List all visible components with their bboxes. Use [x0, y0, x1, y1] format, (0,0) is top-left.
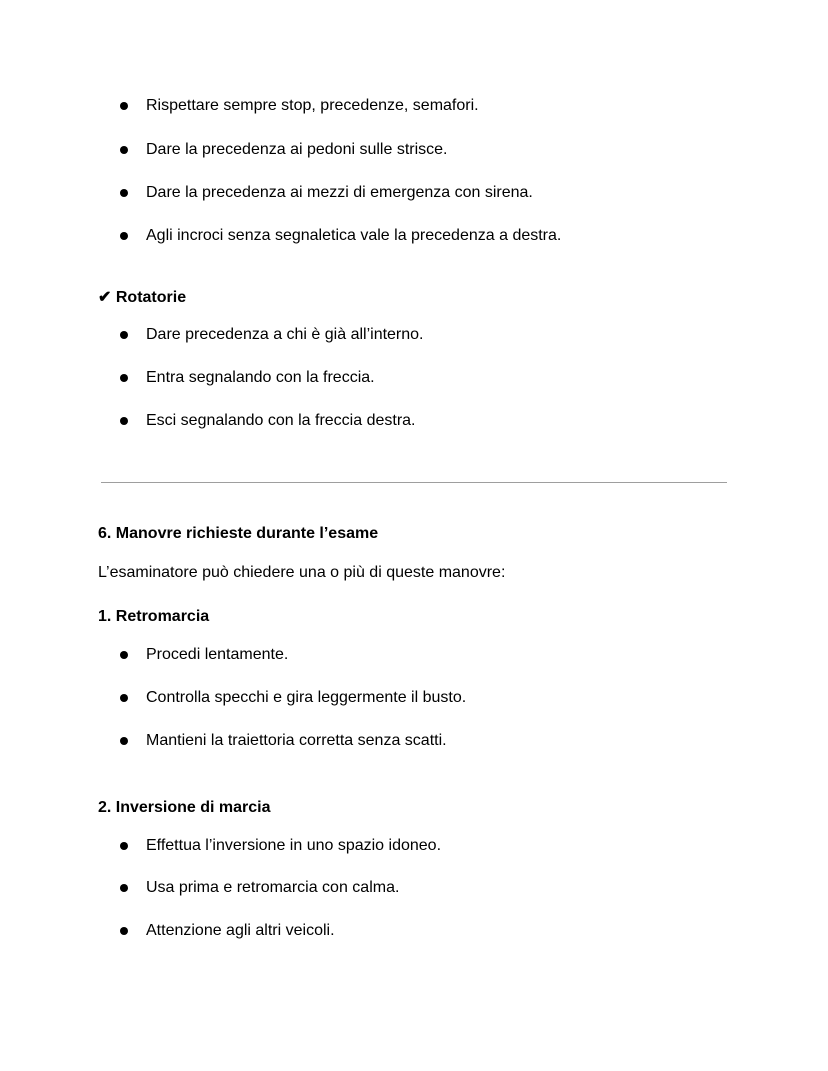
bullet-icon: [120, 374, 128, 382]
inversione-heading: 2. Inversione di marcia: [98, 799, 271, 816]
list-item-text: Mantieni la traiettoria corretta senza scatti.: [146, 732, 447, 749]
bullet-icon: [120, 102, 128, 110]
bullet-icon: [120, 737, 128, 745]
section-intro: L’esaminatore può chiedere una o più di queste manovre:: [98, 564, 506, 581]
list-item-text: Controlla specchi e gira leggermente il busto.: [146, 689, 467, 706]
bullet-icon: [120, 927, 128, 935]
list-item-text: Procedi lentamente.: [146, 646, 289, 663]
list-item-text: Esci segnalando con la freccia destra.: [146, 412, 416, 429]
list-item-text: Attenzione agli altri veicoli.: [146, 922, 335, 939]
list-item-text: Dare la precedenza ai mezzi di emergenza con sirena.: [146, 184, 533, 201]
divider: [101, 482, 727, 483]
bullet-icon: [120, 331, 128, 339]
rotatorie-title: Rotatorie: [115, 289, 187, 306]
list-item-text: Usa prima e retromarcia con calma.: [146, 879, 400, 896]
bullet-icon: [120, 884, 128, 892]
section-heading: 6. Manovre richieste durante l’esame: [98, 525, 379, 542]
bullet-icon: [120, 146, 128, 154]
rotatorie-heading: [98, 287, 186, 309]
checkmark-icon: ✔: [98, 289, 112, 306]
bullet-icon: [120, 189, 128, 197]
bullet-icon: [120, 694, 128, 702]
list-item-text: Rispettare sempre stop, precedenze, semafori.: [146, 97, 479, 114]
bullet-icon: [120, 651, 128, 659]
retromarcia-heading: 1. Retromarcia: [98, 608, 210, 625]
list-item-text: Dare precedenza a chi è già all’interno.: [146, 326, 424, 343]
bullet-icon: [120, 842, 128, 850]
bullet-icon: [120, 417, 128, 425]
list-item-text: Agli incroci senza segnaletica vale la precedenza a destra.: [146, 227, 562, 244]
list-item-text: Effettua l’inversione in uno spazio idoneo.: [146, 837, 442, 854]
list-item-text: Dare la precedenza ai pedoni sulle strisce.: [146, 141, 448, 158]
bullet-icon: [120, 232, 128, 240]
list-item-text: Entra segnalando con la freccia.: [146, 369, 375, 386]
